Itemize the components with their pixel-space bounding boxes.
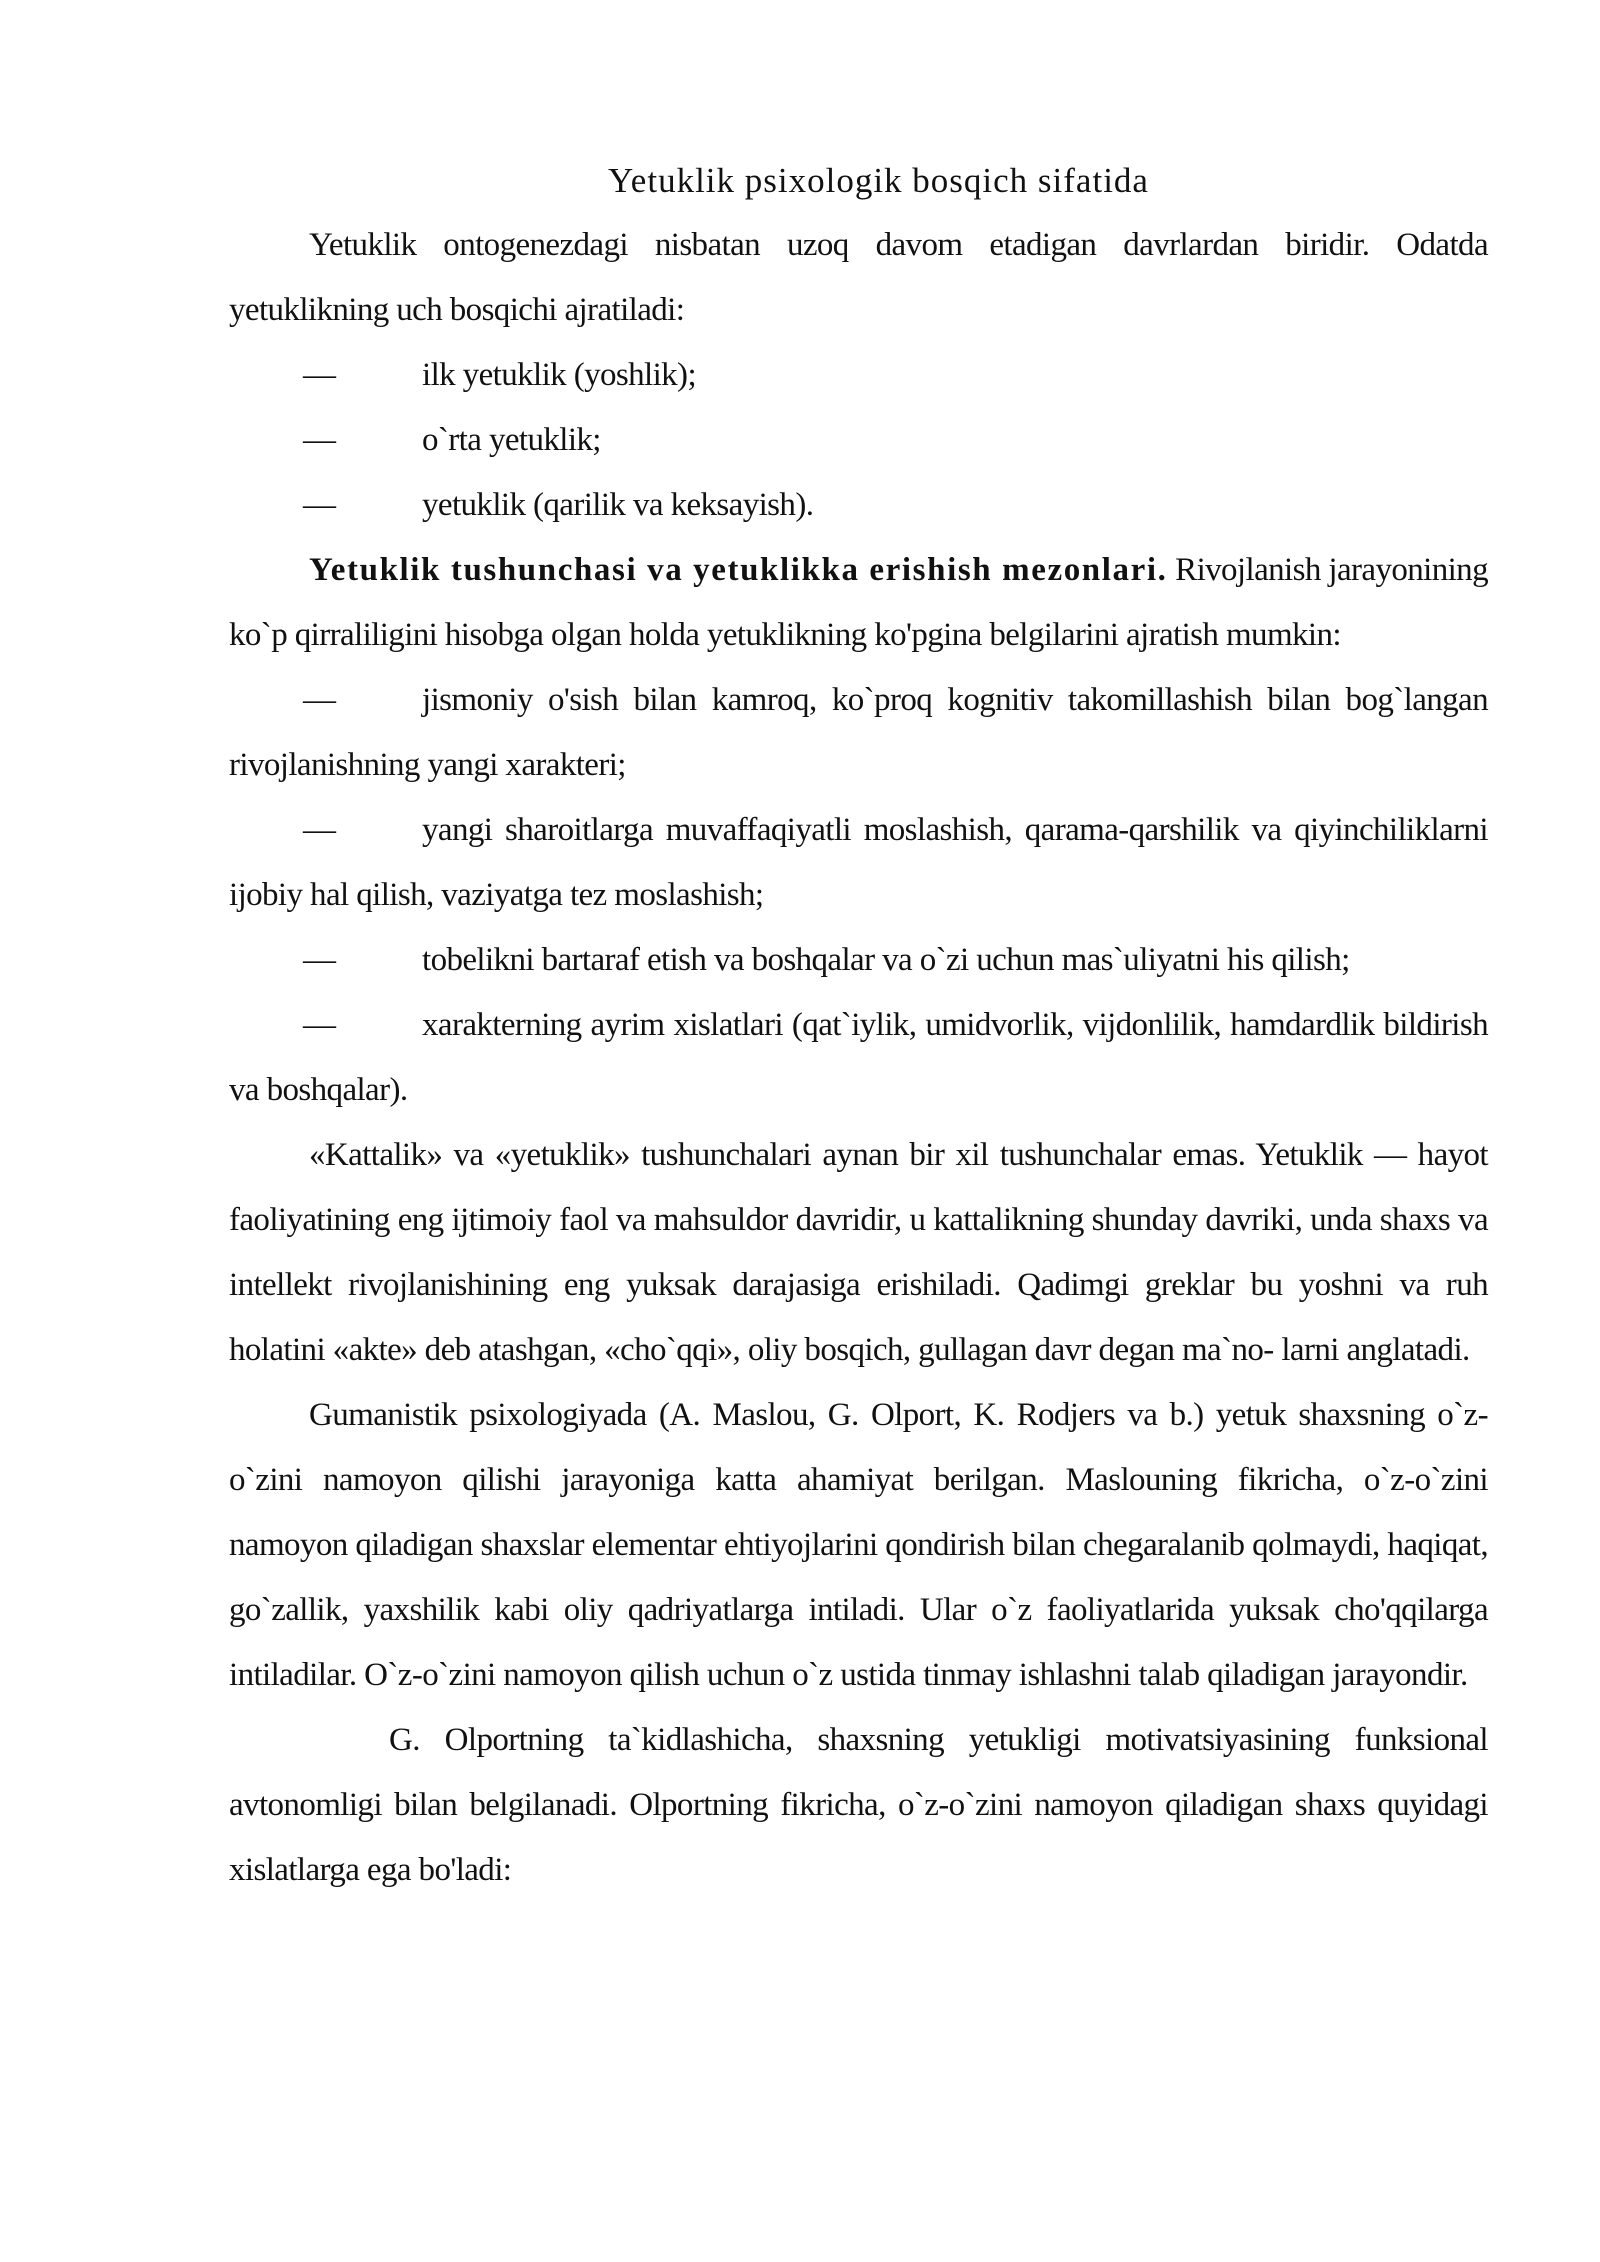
criteria-paragraph — [229, 538, 1488, 668]
gumanistik-paragraph: Gumanistik psixologiyada (A. Maslou, G. Olport, K. Rodjers va b.) yetuk shaxsning o`z-o`zini namoyon qilishi jarayoniga katta ahamiyat berilgan. Maslouning fikricha, o`z-o`zini namoyon qiladigan shaxslar elementar ehtiyojlarini qondirish bilan chegaralanib qolmaydi, haqiqat, go`zallik, yaxshilik kabi oliy qadriyatlarga intiladi. Ular o`z faoliyatlarida yuksak cho'qqilarga intiladilar. O`z-o`zini namoyon qilish uchun o`z ustida tinmay ishlashni talab qiladigan jarayondir. — [229, 1397, 1488, 1693]
criteria-item-text: jismoniy o'sish bilan kamroq, ko`proq kognitiv takomillashish bilan bog`langan rivojlanishning yangi xarakteri; — [229, 682, 1488, 783]
dash-bullet: — — [303, 1007, 336, 1043]
criteria-intro-text: Rivojlanish jarayonining ko`p qirraliligini hisobga olgan holda yetuklikning ko'pgina belgilarini ajratish mumkin: — [229, 552, 1488, 653]
dash-bullet: — — [303, 812, 336, 848]
stage-item-text: o`rta yetuklik; — [422, 422, 601, 458]
criteria-item-text: xarakterning ayrim xislatlari (qat`iylik, umidvorlik, vijdonlilik, hamdardlik bildirish va boshqalar). — [229, 1007, 1488, 1108]
stage-item-text: yetuklik (qarilik va keksayish). — [422, 487, 814, 523]
dash-bullet: — — [303, 942, 336, 978]
criteria-item-text: yangi sharoitlarga muvaffaqiyatli moslashish, qarama-qarshilik va qiyinchiliklarni ijobiy hal qilish, vaziyatga tez moslashish; — [229, 812, 1488, 913]
section-heading: Yetuklik tushunchasi va yetuklikka erishish mezonlari. — [309, 552, 1168, 588]
olport-paragraph: G. Olportning ta`kidlashicha, shaxsning yetukligi motivatsiyasining funksional avtonomligi bilan belgilanadi. Olportning fikricha, o`z-o`zini namoyon qiladigan shaxs quyidagi xislatlarga ega bo'ladi: — [229, 1722, 1488, 1888]
page-title: Yetuklik psixologik bosqich sifatida — [608, 161, 1149, 200]
stage-item-1 — [229, 343, 1488, 408]
dash-bullet: — — [303, 422, 336, 458]
dash-bullet: — — [303, 487, 336, 523]
criteria-item-1 — [229, 668, 1488, 798]
criteria-item-2 — [229, 798, 1488, 928]
kattalik-paragraph: «Kattalik» va «yetuklik» tushunchalari aynan bir xil tushunchalar emas. Yetuklik — hayot faoliyatining eng ijtimoiy faol va mahsuldor davridir, u kattalikning shunday davriki, unda shaxs va intellekt rivojlanishining eng yuksak darajasiga erishiladi. Qadimgi greklar bu yoshni va ruh holatini «akte» deb atashgan, «cho`qqi», oliy bosqich, gullagan davr degan ma`no- larni anglatadi. — [229, 1137, 1488, 1368]
stage-item-3 — [229, 473, 1488, 538]
document-body — [229, 148, 1488, 1903]
intro-paragraph: Yetuklik ontogenezdagi nisbatan uzoq davom etadigan davrlardan biridir. Odatda yetuklikning uch bosqichi ajratiladi: — [229, 227, 1488, 328]
criteria-item-4 — [229, 993, 1488, 1123]
stage-item-2 — [229, 408, 1488, 473]
dash-bullet: — — [303, 682, 336, 718]
stage-item-text: ilk yetuklik (yoshlik); — [422, 357, 697, 393]
criteria-item-3 — [229, 928, 1488, 993]
criteria-item-text: tobelikni bartaraf etish va boshqalar va o`zi uchun mas`uliyatni his qilish; — [422, 942, 1350, 978]
dash-bullet: — — [303, 357, 336, 393]
